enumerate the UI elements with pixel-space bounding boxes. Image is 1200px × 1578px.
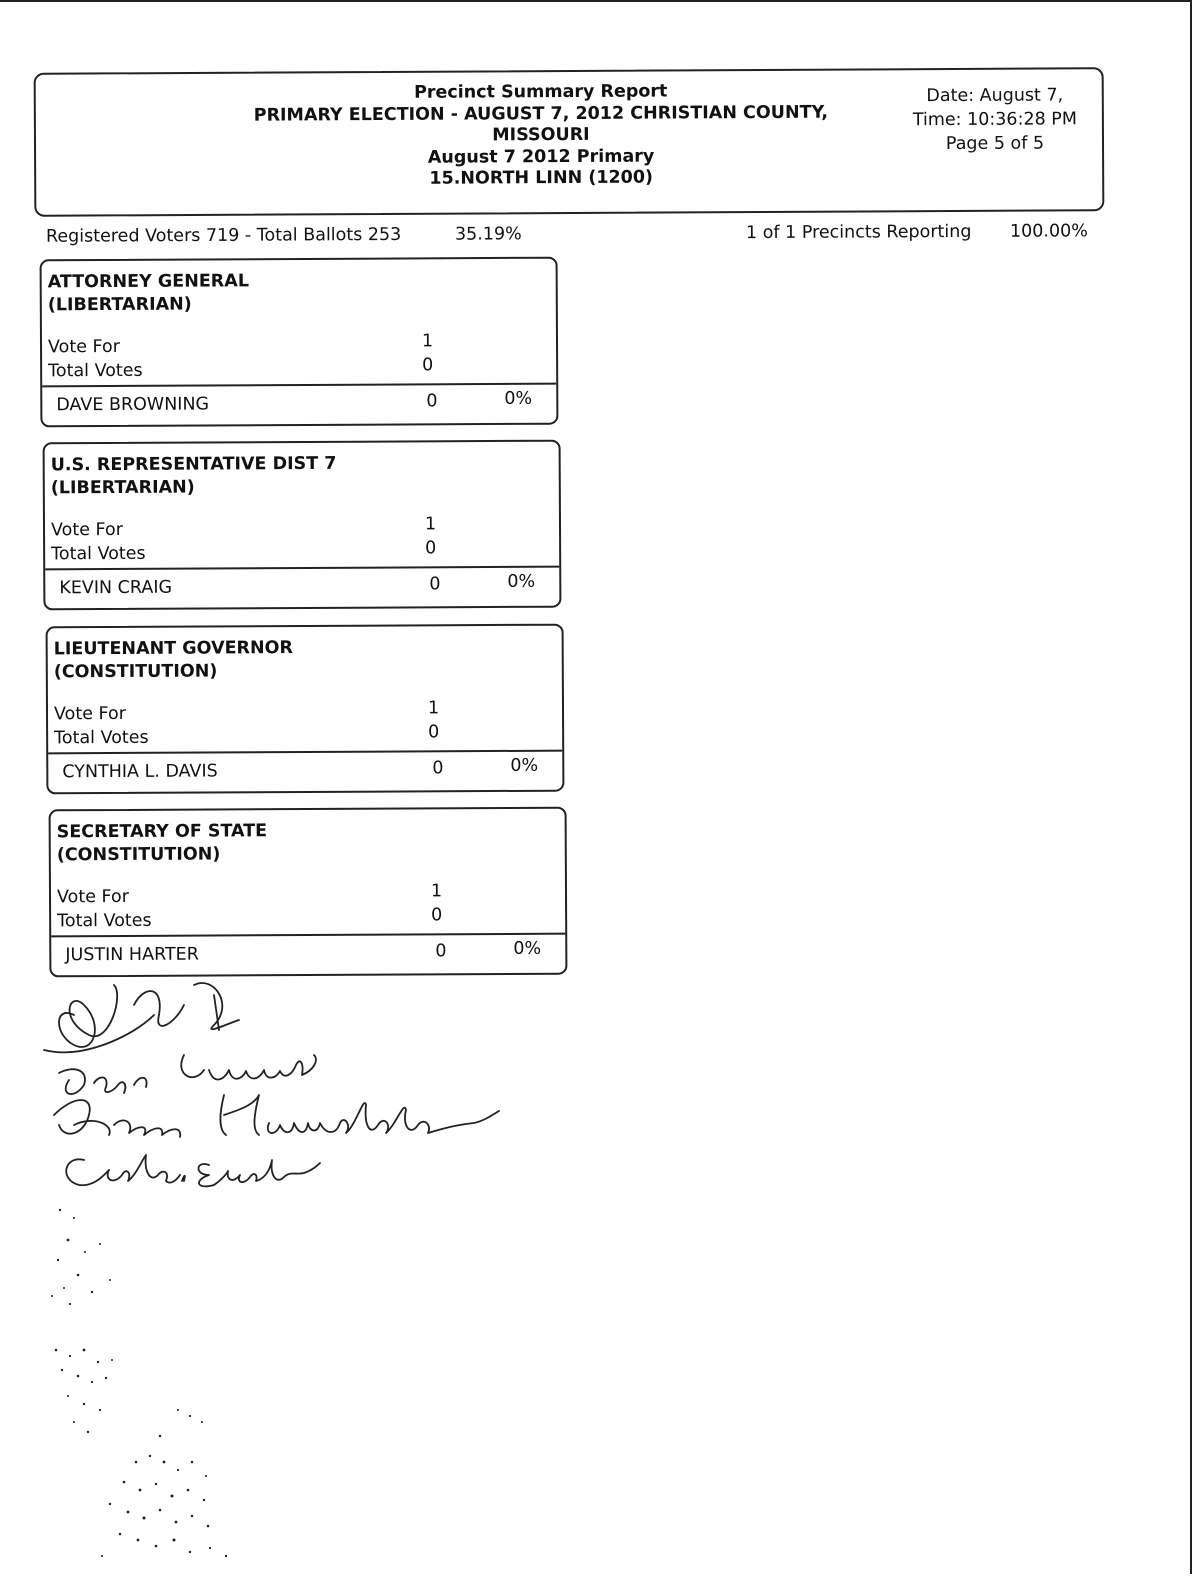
race-attorney-general xyxy=(40,257,559,428)
candidate-votes: 0 xyxy=(429,574,441,595)
race-party: (LIBERTARIAN) xyxy=(47,294,192,316)
race-lieutenant-governor xyxy=(46,624,565,795)
race-title xyxy=(51,453,337,500)
header-title-block xyxy=(236,81,847,192)
total-votes-label: Total Votes xyxy=(48,360,143,382)
race-us-representative xyxy=(43,440,562,611)
race-title-line: U.S. REPRESENTATIVE DIST 7 xyxy=(50,453,337,476)
race-title xyxy=(54,637,294,684)
precincts-reporting: 1 of 1 Precincts Reporting xyxy=(745,221,972,244)
vote-for-value: 1 xyxy=(430,881,443,902)
candidate-name: DAVE BROWNING xyxy=(56,394,210,416)
row-divider xyxy=(42,383,556,388)
total-votes-label: Total Votes xyxy=(57,910,152,932)
vote-for-label: Vote For xyxy=(47,336,120,358)
report-date: Date: August 7, xyxy=(926,85,1064,107)
candidate-votes: 0 xyxy=(432,758,444,779)
election-line-2: MISSOURI xyxy=(492,124,590,146)
candidate-name: JUSTIN HARTER xyxy=(65,944,199,966)
precinct-name: 15.NORTH LINN (1200) xyxy=(429,167,654,189)
race-title-line: SECRETARY OF STATE xyxy=(56,821,268,843)
election-name: August 7 2012 Primary xyxy=(427,146,655,168)
total-votes-value: 0 xyxy=(425,538,437,559)
header-meta xyxy=(900,83,1090,156)
vote-for-label: Vote For xyxy=(56,886,129,908)
race-title xyxy=(48,270,250,317)
vote-for-value: 1 xyxy=(427,698,440,719)
candidate-percent: 0% xyxy=(510,755,539,776)
race-title xyxy=(57,820,268,867)
signature-3 xyxy=(54,1095,499,1137)
reporting-percent: 100.00% xyxy=(1009,221,1088,242)
candidate-percent: 0% xyxy=(507,571,536,592)
handwritten-signatures xyxy=(14,975,514,1205)
candidate-name: KEVIN CRAIG xyxy=(59,577,173,599)
total-votes-value: 0 xyxy=(431,905,443,926)
total-votes-value: 0 xyxy=(422,355,434,376)
vote-for-value: 1 xyxy=(424,514,437,535)
report-time: Time: 10:36:28 PM xyxy=(912,109,1077,131)
race-title-line: ATTORNEY GENERAL xyxy=(47,271,250,293)
report-header xyxy=(34,67,1105,217)
candidate-percent: 0% xyxy=(504,388,533,409)
candidate-votes: 0 xyxy=(435,941,447,962)
total-votes-value: 0 xyxy=(428,722,440,743)
race-party: (CONSTITUTION) xyxy=(53,661,218,683)
row-divider xyxy=(45,566,559,571)
candidate-percent: 0% xyxy=(513,938,542,959)
row-divider xyxy=(51,933,565,938)
turnout-percent: 35.19% xyxy=(454,224,522,245)
registered-voters: Registered Voters 719 - Total Ballots 253 xyxy=(45,224,402,247)
vote-for-label: Vote For xyxy=(53,703,126,725)
report-title: Precinct Summary Report xyxy=(414,81,668,103)
total-votes-label: Total Votes xyxy=(51,543,146,565)
row-divider xyxy=(48,750,562,755)
vote-for-value: 1 xyxy=(421,331,434,352)
vote-for-label: Vote For xyxy=(50,519,123,541)
election-line-1: PRIMARY ELECTION - AUGUST 7, 2012 CHRISTIAN COUNTY, xyxy=(253,102,829,126)
race-party: (CONSTITUTION) xyxy=(56,844,221,866)
turnout-summary xyxy=(46,221,1106,253)
candidate-votes: 0 xyxy=(426,391,438,412)
candidate-name: CYNTHIA L. DAVIS xyxy=(62,761,218,783)
race-secretary-of-state xyxy=(49,807,568,978)
race-title-line: LIEUTENANT GOVERNOR xyxy=(53,638,294,660)
scan-speckle-noise xyxy=(40,1200,260,1570)
page-number: Page 5 of 5 xyxy=(945,133,1045,155)
signature-1 xyxy=(44,983,239,1052)
total-votes-label: Total Votes xyxy=(54,727,149,749)
race-party: (LIBERTARIAN) xyxy=(50,477,195,499)
signature-4 xyxy=(66,1155,320,1186)
signature-2 xyxy=(59,1055,316,1094)
